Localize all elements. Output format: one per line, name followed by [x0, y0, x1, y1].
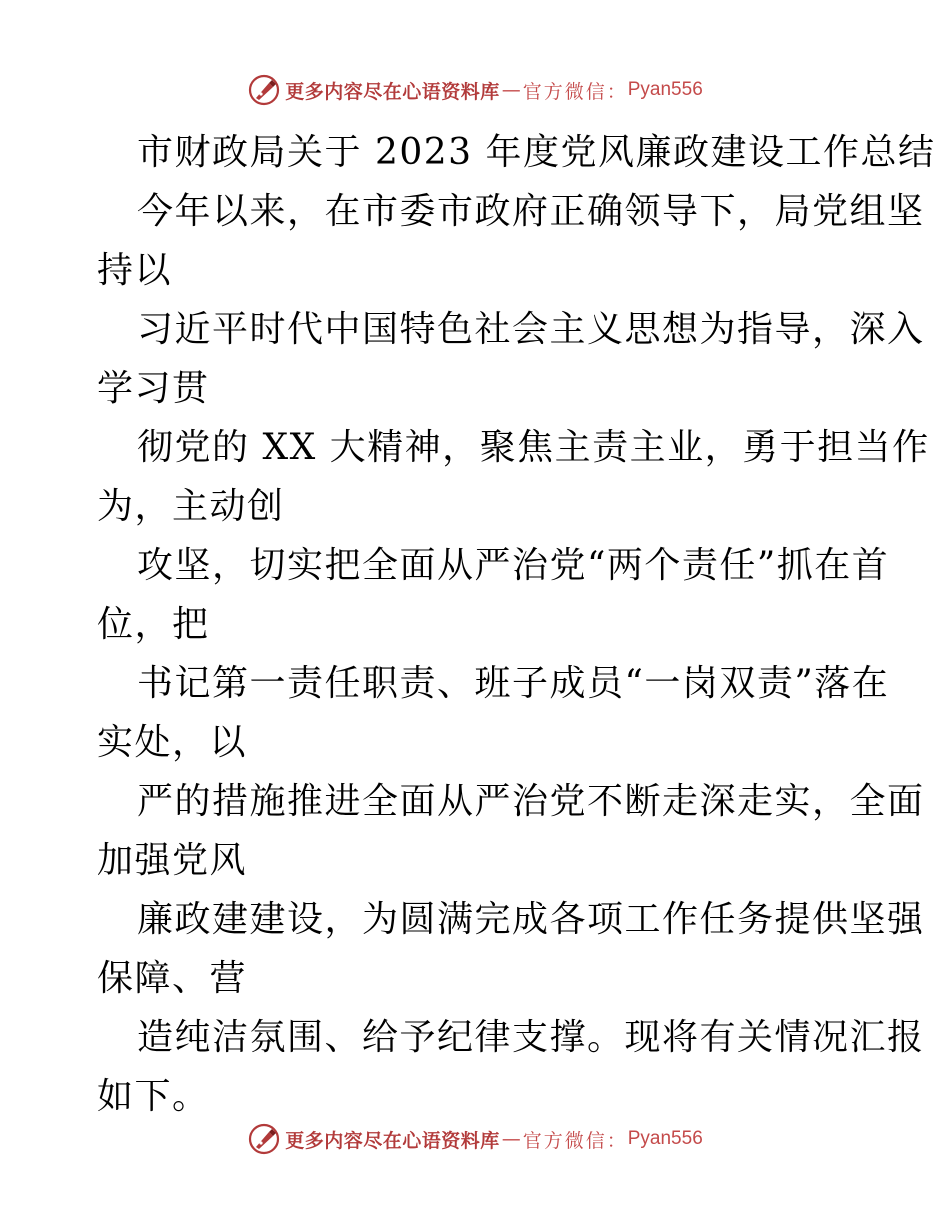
- document-body: [97, 123, 936, 1126]
- paragraph-line: 为，主动创: [97, 486, 285, 527]
- paragraph-line: 学习贯: [97, 368, 210, 409]
- paragraph-line: 今年以来，在市委市政府正确领导下，局党组坚: [137, 191, 925, 232]
- paragraph-line: 彻党的 XX 大精神，聚焦主责主业，勇于担当作: [137, 427, 930, 468]
- paragraph-line: 实处，以: [97, 722, 248, 763]
- banner-separator: —: [501, 79, 521, 101]
- banner-text: 更多内容尽在心语资料库: [285, 80, 500, 103]
- banner-separator: —: [501, 1128, 521, 1150]
- paragraph-line: 持以: [97, 250, 173, 291]
- paragraph-line: 如下。: [97, 1076, 210, 1117]
- paragraph-line: 加强党风: [97, 840, 248, 881]
- header-watermark-banner: [0, 70, 950, 110]
- document-title: 市财政局关于 2023 年度党风廉政建设工作总结: [137, 132, 936, 173]
- banner-official-label: 官方微信：: [522, 80, 628, 103]
- paragraph-line: 攻坚，切实把全面从严治党“两个责任”抓在首: [137, 545, 890, 586]
- pen-nib-logo-icon: [247, 1122, 281, 1156]
- banner-official-label: 官方微信：: [522, 1129, 628, 1152]
- paragraph-line: 严的措施推进全面从严治党不断走深走实，全面: [137, 781, 925, 822]
- pen-nib-logo-icon: [247, 73, 281, 107]
- paragraph-line: 书记第一责任职责、班子成员“一岗双责”落在: [137, 663, 890, 704]
- paragraph-line: 位，把: [97, 604, 210, 645]
- banner-text: 更多内容尽在心语资料库: [285, 1129, 500, 1152]
- paragraph-line: 廉政建建设，为圆满完成各项工作任务提供坚强: [137, 899, 925, 940]
- banner-wechat-id: Pyan556: [627, 1128, 703, 1149]
- footer-watermark-banner: [0, 1119, 950, 1159]
- paragraph-line: 保障、营: [97, 958, 248, 999]
- banner-wechat-id: Pyan556: [627, 79, 703, 100]
- paragraph-line: 习近平时代中国特色社会主义思想为指导，深入: [137, 309, 925, 350]
- paragraph-line: 造纯洁氛围、给予纪律支撑。现将有关情况汇报: [137, 1017, 925, 1058]
